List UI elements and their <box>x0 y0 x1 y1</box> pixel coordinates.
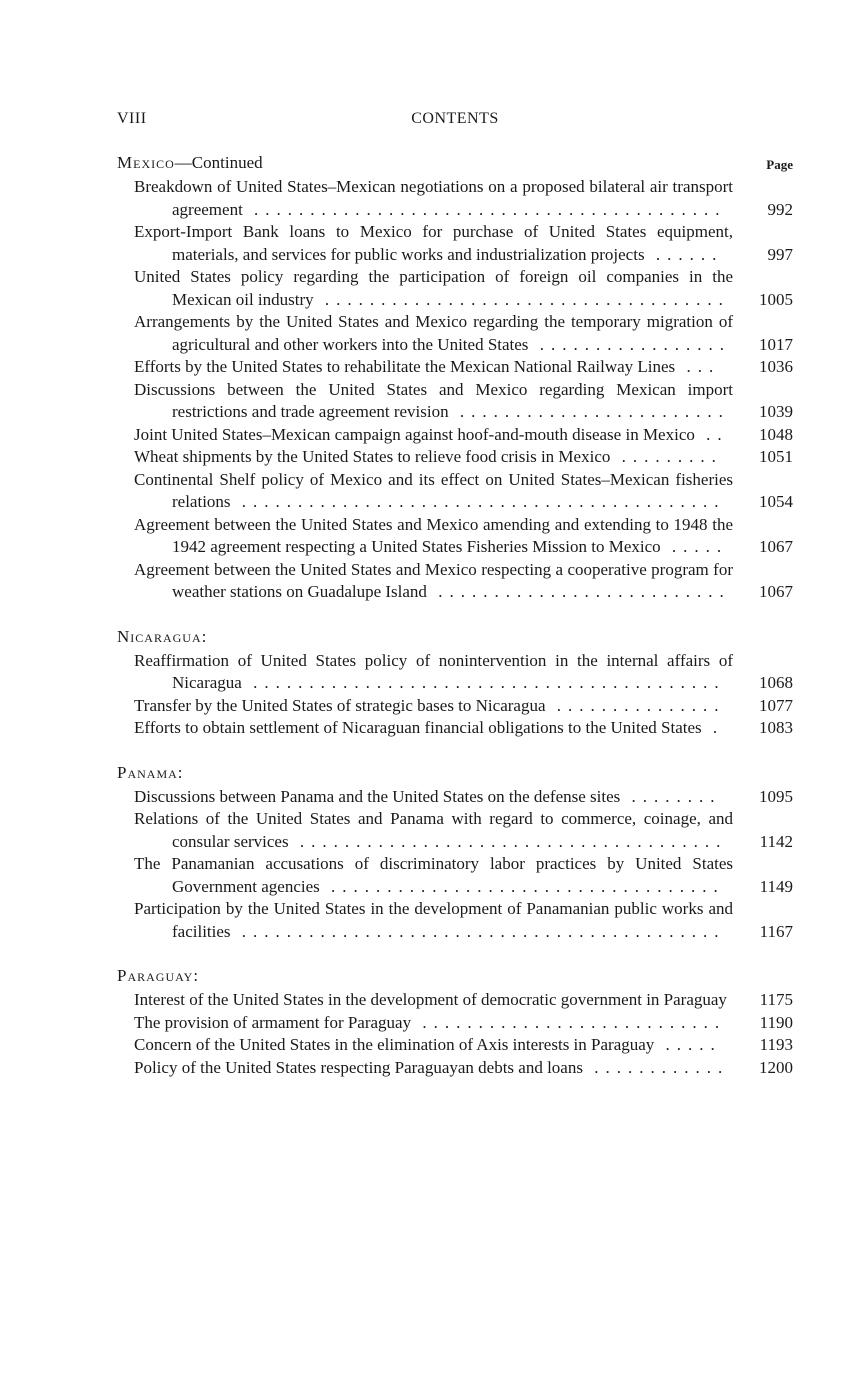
toc-entry-page-number: 1005 <box>759 289 793 309</box>
toc-entry-page-number: 1068 <box>759 673 793 692</box>
dot-leader: .......................................... <box>242 199 727 219</box>
toc-entry-page-number: 1067 <box>759 537 793 556</box>
dot-leader: ........................... <box>411 1012 727 1032</box>
section-heading <box>117 626 793 648</box>
toc-entry[interactable] <box>117 853 793 898</box>
toc-entry-title: The provision of armament for Paraguay <box>134 1012 412 1032</box>
toc-entry[interactable] <box>117 514 793 559</box>
section-heading-name: Mexico <box>117 153 175 172</box>
page-column-label: Page <box>766 157 793 172</box>
dot-leader: ...... <box>644 244 724 264</box>
table-of-contents <box>117 152 793 1079</box>
toc-entry[interactable] <box>117 1057 793 1080</box>
toc-entry-page-number: 1051 <box>759 447 793 466</box>
toc-entry-title: Interest of the United States in the development of democratic government in Paraguay <box>134 990 727 1009</box>
toc-section <box>117 965 793 1079</box>
toc-entry-title: Policy of the United States respecting Paraguayan debts and loans <box>134 1057 583 1077</box>
toc-entry-title: Agreement between the United States and Mexico respecting a cooperative program for weather stations on Guadalupe Island <box>134 559 733 601</box>
toc-entry-title: Concern of the United States in the elimination of Axis interests in Paraguay <box>134 1035 655 1054</box>
page-folio: VIII <box>117 110 147 127</box>
dot-leader: ..... <box>654 1035 722 1054</box>
page-title: CONTENTS <box>411 110 499 127</box>
toc-entry-title: Reaffirmation of United States policy of nonintervention in the internal affairs of Nicaragua <box>134 650 733 692</box>
section-heading-suffix: : <box>201 626 207 646</box>
toc-entry-title: Continental Shelf policy of Mexico and its effect on United States–Mexican fisheries relations <box>134 469 733 511</box>
toc-entry-page-number: 1083 <box>759 718 793 737</box>
toc-entry[interactable] <box>117 559 793 604</box>
toc-entry-page-number: 1036 <box>759 357 793 376</box>
toc-entry-title: Arrangements by the United States and Mexico regarding the temporary migration of agricultural and other workers into the United States <box>134 312 733 354</box>
dot-leader: ............... <box>545 695 726 715</box>
toc-entry-page-number: 1054 <box>759 492 793 511</box>
toc-entry-page-number: 997 <box>767 244 793 264</box>
toc-entry-page-number: 1167 <box>759 921 793 941</box>
dot-leader: ........................ <box>448 402 730 421</box>
toc-entry-page-number: 1193 <box>759 1035 793 1054</box>
toc-entry[interactable] <box>117 695 793 718</box>
toc-entry-page-number: 1175 <box>759 990 793 1009</box>
dot-leader: .................................... <box>313 289 730 309</box>
dot-leader: ... <box>675 357 721 376</box>
toc-entry[interactable] <box>117 1012 793 1035</box>
toc-entry-page-number: 1142 <box>759 831 793 851</box>
toc-entry[interactable] <box>117 1034 793 1057</box>
section-heading-name: Panama <box>117 762 178 782</box>
toc-entry[interactable] <box>117 650 793 695</box>
toc-entry-title: Breakdown of United States–Mexican negotiations on a proposed bilateral air transport agreement <box>134 177 733 219</box>
section-heading <box>117 762 793 784</box>
toc-entry-title: Transfer by the United States of strategic bases to Nicaragua <box>134 695 546 715</box>
section-heading-suffix: : <box>177 762 183 782</box>
toc-entry-title: Wheat shipments by the United States to relieve food crisis in Mexico <box>134 447 611 466</box>
dot-leader: ................................... <box>319 876 725 896</box>
toc-entry-title: Efforts to obtain settlement of Nicaraguan financial obligations to the United States <box>134 718 702 737</box>
toc-entry[interactable] <box>117 266 793 311</box>
toc-entry[interactable] <box>117 311 793 356</box>
toc-entry[interactable] <box>117 356 793 379</box>
toc-entry[interactable] <box>117 989 793 1012</box>
section-heading-suffix: : <box>193 966 199 985</box>
section-heading <box>117 152 793 174</box>
dot-leader: ............ <box>582 1057 730 1077</box>
toc-entry-title: Relations of the United States and Panama with regard to commerce, coinage, and consular services <box>134 809 733 851</box>
dot-leader: .. <box>694 424 729 444</box>
toc-entry-page-number: 1149 <box>759 876 793 896</box>
toc-entry-title: Export-Import Bank loans to Mexico for purchase of United States equipment, materials, and services for public works and industrialization projects <box>134 222 733 264</box>
toc-section <box>117 152 793 604</box>
dot-leader: ...................................... <box>288 831 728 851</box>
dot-leader: ........ <box>620 786 722 806</box>
toc-entry-title: Discussions between Panama and the United States on the defense sites <box>134 786 621 806</box>
toc-entry-title: The Panamanian accusations of discriminatory labor practices by United States Government agencies <box>134 854 733 896</box>
toc-entry-title: Agreement between the United States and Mexico amending and extending to 1948 the 1942 agreement respecting a United States Fisheries Mission to Mexico <box>134 514 733 556</box>
toc-entry[interactable] <box>117 898 793 943</box>
toc-entry[interactable] <box>117 424 793 447</box>
toc-entry[interactable] <box>117 221 793 266</box>
toc-entry-title: United States policy regarding the participation of foreign oil companies in the Mexican oil industry <box>134 267 733 309</box>
toc-section <box>117 762 793 944</box>
toc-section <box>117 626 793 740</box>
toc-entry-page-number: 992 <box>767 199 793 219</box>
toc-entry-page-number: 1017 <box>759 334 793 354</box>
toc-entry-page-number: 1039 <box>759 402 793 421</box>
dot-leader: ......... <box>610 447 723 466</box>
dot-leader: ........................................... <box>230 492 726 511</box>
toc-entry-page-number: 1095 <box>759 786 793 806</box>
dot-leader: ..... <box>660 537 729 556</box>
toc-entry-title: Discussions between the United States and Mexico regarding Mexican import restrictions and trade agreement revision <box>134 379 733 421</box>
toc-entry-page-number: 1067 <box>759 582 793 601</box>
dot-leader: .......................................... <box>241 673 726 692</box>
toc-entry-title: Participation by the United States in the development of Panamanian public works and facilities <box>134 899 733 941</box>
dot-leader: .......................... <box>426 582 731 601</box>
toc-entry-title: Efforts by the United States to rehabilitate the Mexican National Railway Lines <box>134 357 676 376</box>
dot-leader: ................. <box>528 334 731 354</box>
dot-leader: ........................................... <box>230 921 726 941</box>
toc-entry[interactable] <box>117 786 793 809</box>
running-head <box>117 108 733 130</box>
toc-entry[interactable] <box>117 469 793 514</box>
toc-entry[interactable] <box>117 717 793 740</box>
section-heading-name: Paraguay <box>117 966 194 985</box>
toc-entry[interactable] <box>117 446 793 469</box>
section-heading-suffix: —Continued <box>174 153 263 172</box>
toc-entry[interactable] <box>117 808 793 853</box>
toc-entry[interactable] <box>117 176 793 221</box>
toc-entry[interactable] <box>117 379 793 424</box>
section-heading <box>117 965 793 987</box>
toc-entry-page-number: 1200 <box>759 1057 793 1077</box>
toc-entry-title: Joint United States–Mexican campaign against hoof-and-mouth disease in Mexico <box>134 424 695 444</box>
toc-entry-page-number: 1048 <box>759 424 793 444</box>
toc-entry-page-number: 1190 <box>759 1012 793 1032</box>
section-heading-name: Nicaragua <box>117 626 202 646</box>
toc-entry-page-number: 1077 <box>759 695 793 715</box>
dot-leader: . <box>701 718 725 737</box>
